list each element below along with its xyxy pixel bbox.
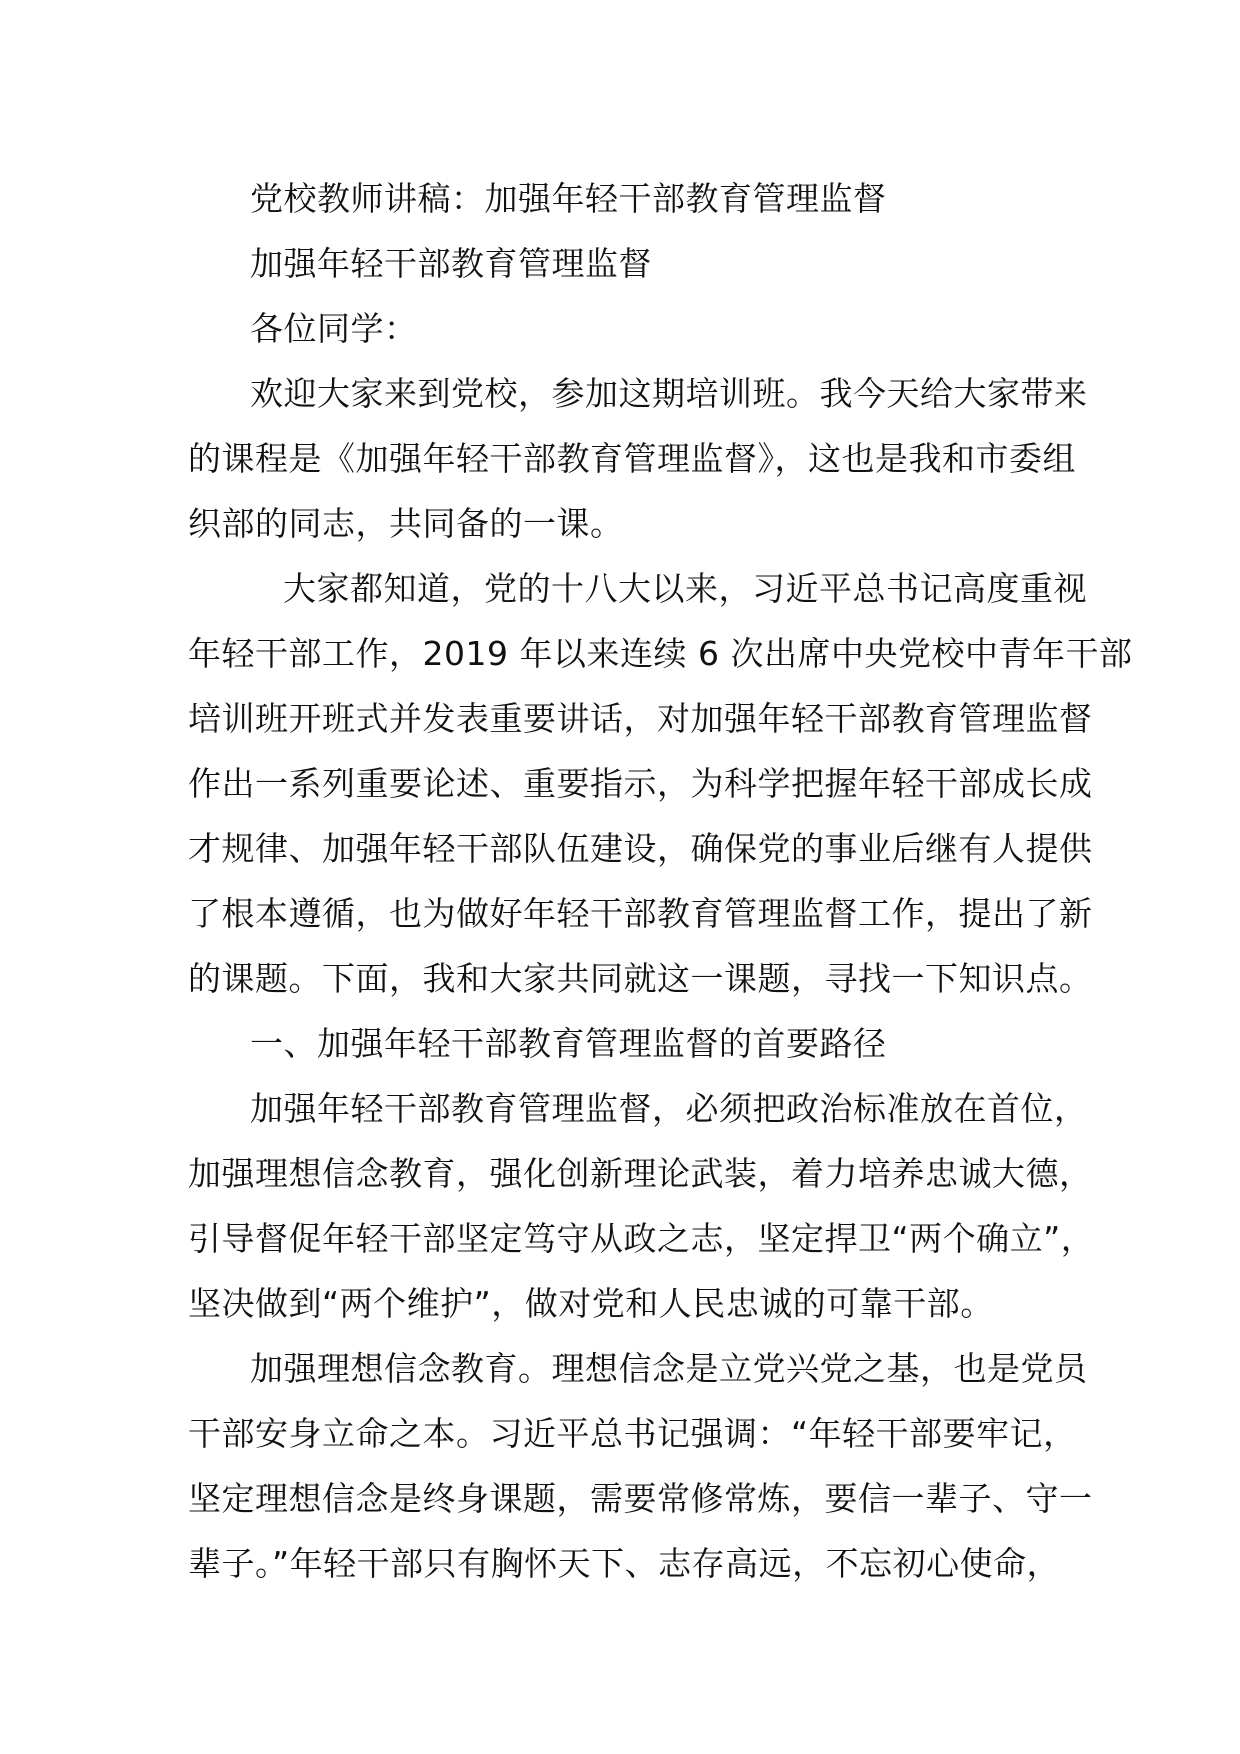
greeting: 各位同学： [250, 309, 418, 348]
paragraph-line: 加强理想信念教育。理想信念是立党兴党之基，也是党员 [250, 1349, 1088, 1388]
paragraph-line: 加强年轻干部教育管理监督，必须把政治标准放在首位， [250, 1089, 1088, 1128]
section-heading: 一、加强年轻干部教育管理监督的首要路径 [250, 1024, 887, 1063]
paragraph-line: 引导督促年轻干部坚定笃守从政之志，坚定捍卫“两个确立”， [188, 1219, 1095, 1258]
paragraph-line: 的课题。下面，我和大家共同就这一课题，寻找一下知识点。 [188, 959, 1093, 998]
paragraph-line: 辈子。”年轻干部只有胸怀天下、志存高远，不忘初心使命， [188, 1544, 1061, 1583]
paragraph-line: 了根本遵循，也为做好年轻干部教育管理监督工作，提出了新 [188, 894, 1093, 933]
paragraph-line: 才规律、加强年轻干部队伍建设，确保党的事业后继有人提供 [188, 829, 1093, 868]
paragraph-line: 大家都知道，党的十八大以来，习近平总书记高度重视 [283, 569, 1087, 608]
document-title: 党校教师讲稿：加强年轻干部教育管理监督 [250, 179, 887, 218]
paragraph-line: 织部的同志，共同备的一课。 [188, 504, 624, 543]
document-body [188, 166, 1133, 1596]
paragraph-line: 坚决做到“两个维护”，做对党和人民忠诚的可靠干部。 [188, 1284, 994, 1323]
paragraph-line: 年轻干部工作，2019 年以来连续 6 次出席中央党校中青年干部 [188, 634, 1133, 673]
paragraph-line: 欢迎大家来到党校，参加这期培训班。我今天给大家带来 [250, 374, 1088, 413]
document-subtitle: 加强年轻干部教育管理监督 [250, 244, 652, 283]
paragraph-line: 的课程是《加强年轻干部教育管理监督》，这也是我和市委组 [188, 439, 1076, 478]
paragraph-line: 加强理想信念教育，强化创新理论武装，着力培养忠诚大德， [188, 1154, 1093, 1193]
paragraph-line: 干部安身立命之本。习近平总书记强调：“年轻干部要牢记， [188, 1414, 1077, 1453]
paragraph-line: 作出一系列重要论述、重要指示，为科学把握年轻干部成长成 [188, 764, 1093, 803]
paragraph-line: 培训班开班式并发表重要讲话，对加强年轻干部教育管理监督 [188, 699, 1093, 738]
paragraph-line: 坚定理想信念是终身课题，需要常修常炼，要信一辈子、守一 [188, 1479, 1093, 1518]
